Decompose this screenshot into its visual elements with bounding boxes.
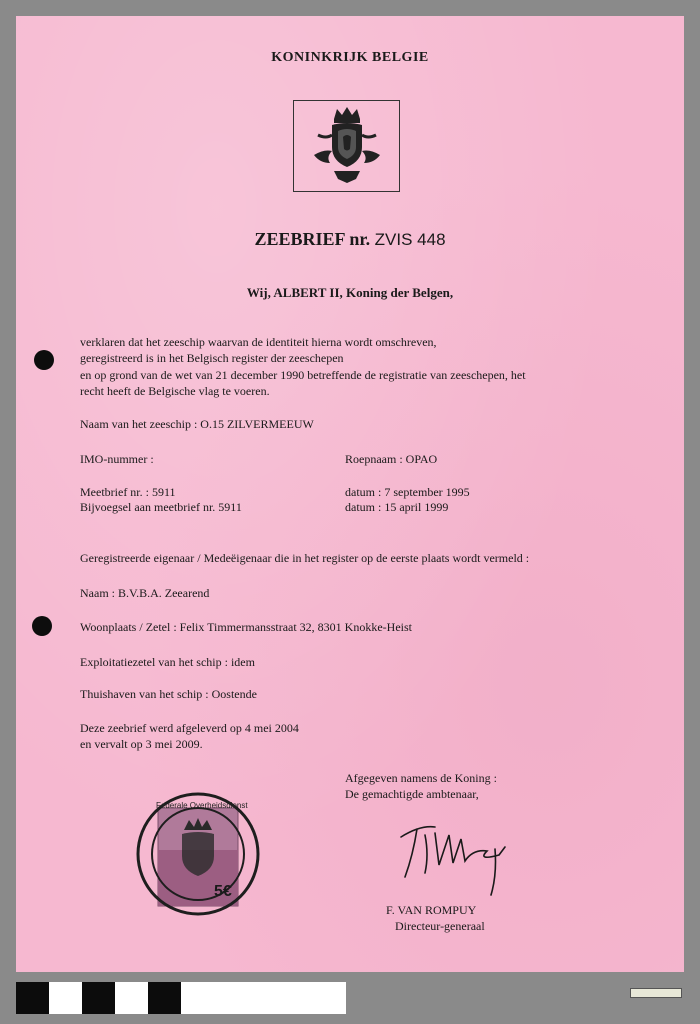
imo-number: IMO-nummer :: [80, 452, 154, 466]
punch-hole: [32, 616, 52, 636]
owner-residence: Woonplaats / Zetel : Felix Timmermansstraat 32, 8301 Knokke-Heist: [80, 620, 412, 634]
stamp-value: 5€: [214, 883, 232, 900]
intro-line-4: recht heeft de Belgische vlag te voeren.: [80, 384, 270, 398]
stamp-ring-text: Federale Overheidsdienst: [156, 801, 248, 810]
owner-name: Naam : B.V.B.A. Zeearend: [80, 586, 210, 600]
calibration-block: [16, 982, 49, 1014]
intro-line-3: en op grond van de wet van 21 december 1990 betreffende de registratie van zeeschepen, het: [80, 368, 526, 382]
declarant-line: Wij, ALBERT II, Koning der Belgen,: [246, 285, 454, 300]
measurement-date: datum : 7 september 1995: [345, 485, 470, 499]
call-sign: Roepnaam : OPAO: [345, 452, 438, 466]
scale-ruler: [630, 988, 682, 998]
measurement-certificate: Meetbrief nr. : 5911: [80, 485, 176, 499]
issuer-title: Directeur-generaal: [395, 919, 485, 933]
color-calibration-bar: [16, 982, 346, 1014]
coat-of-arms-icon: [304, 105, 390, 187]
owner-heading: Geregistreerde eigenaar / Medeëigenaar die in het register op de eerste plaats wordt vermeld :: [80, 551, 530, 565]
expiry-date: en vervalt op 3 mei 2009.: [80, 737, 203, 751]
kingdom-title: KONINKRIJK BELGIE: [271, 50, 429, 65]
intro-line-2: geregistreerd is in het Belgisch register der zeeschepen: [80, 351, 344, 365]
issued-date: Deze zeebrief werd afgeleverd op 4 mei 2004: [80, 721, 299, 735]
ship-name: Naam van het zeeschip : O.15 ZILVERMEEUW: [80, 417, 314, 431]
document-number: ZVIS 448: [374, 230, 446, 249]
issuer-line-2: De gemachtigde ambtenaar,: [345, 787, 479, 801]
home-port: Thuishaven van het schip : Oostende: [80, 687, 257, 701]
calibration-block: [82, 982, 115, 1014]
document-label: ZEEBRIEF nr.: [254, 229, 371, 249]
issuer-name: F. VAN ROMPUY: [386, 903, 477, 917]
document-heading: [0, 228, 700, 251]
intro-line-1: verklaren dat het zeeschip waarvan de identiteit hierna wordt omschreven,: [80, 335, 437, 349]
fiscal-stamp: [134, 790, 262, 918]
handwritten-signature: [395, 815, 515, 910]
coat-of-arms-frame: [293, 100, 400, 192]
supplement: Bijvoegsel aan meetbrief nr. 5911: [80, 500, 242, 514]
punch-hole: [34, 350, 54, 370]
supplement-date: datum : 15 april 1999: [345, 500, 449, 514]
calibration-block: [148, 982, 181, 1014]
issuer-line-1: Afgegeven namens de Koning :: [345, 771, 497, 785]
exploitation-seat: Exploitatiezetel van het schip : idem: [80, 655, 255, 669]
